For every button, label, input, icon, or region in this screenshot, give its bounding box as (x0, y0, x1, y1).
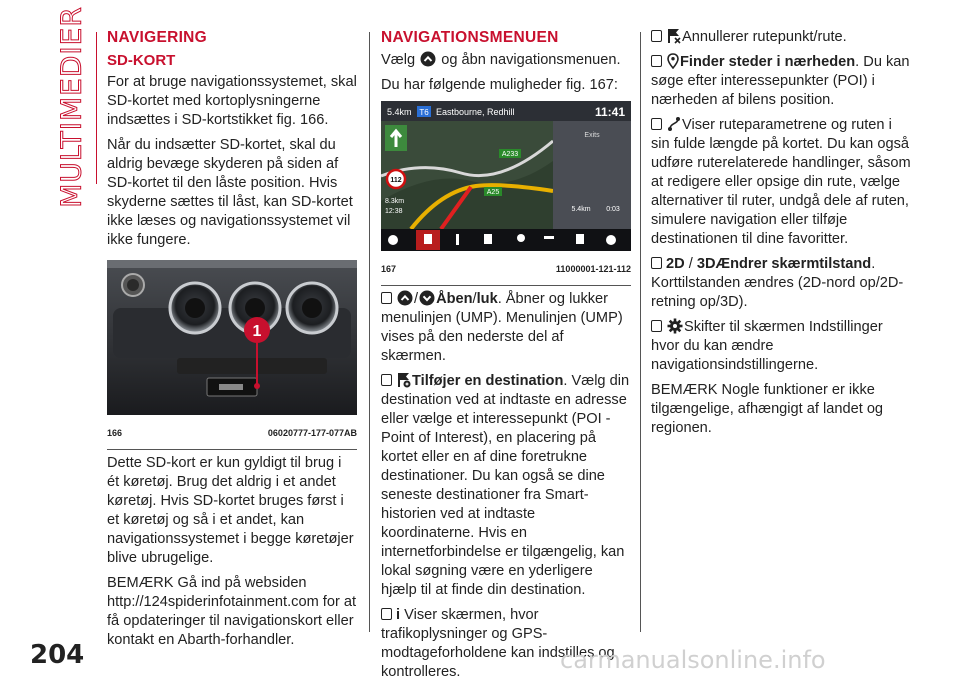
figure-caption (381, 260, 631, 286)
list-item: Skifter til skærmen Indstillinger hvor du kan ændre navigationsindstillingerne. (651, 319, 883, 373)
side-section-title: MULTIMEDIER (54, 6, 88, 208)
route-icon (667, 116, 681, 132)
column-1 (107, 28, 357, 656)
list-item: 2D / 3DÆndrer skærmtilstand. Korttilstanden ændres (2D-nord op/2D-retning op/3D). (651, 256, 904, 310)
column-divider-1 (369, 32, 370, 632)
checkbox-icon (651, 257, 662, 269)
list-item: / Åben/luk. Åbner og lukker menulinjen (UMP). Menulinjen (UMP) vises på den nederste del af skærmen. (381, 291, 623, 364)
cancel-route-flag-icon (667, 28, 681, 44)
add-destination-flag-icon (397, 372, 411, 388)
paragraph: Vælg og åbn navigationsmenuen. (381, 52, 621, 68)
checkbox-icon (381, 374, 392, 386)
callout-number: 1 (252, 323, 262, 340)
figure-caption (107, 424, 357, 450)
list-item: Annullerer rutepunkt/rute. (651, 28, 913, 47)
svg-text:0:03: 0:03 (606, 206, 620, 213)
page-number: 204 (30, 640, 85, 670)
svg-text:5.4km: 5.4km (571, 206, 591, 213)
paragraph: BEMÆRK Nogle funktioner er ikke tilgængelige, afhængigt af landet og regionen. (651, 382, 884, 436)
checkbox-icon (651, 55, 662, 67)
svg-text:Exits: Exits (584, 132, 600, 139)
column-3 (651, 28, 913, 444)
svg-text:8.3km: 8.3km (385, 198, 405, 205)
list-item: Viser ruteparametrene og ruten i sin fulde længde på kortet. Du kan også udføre ruterelaterede handlinger, såsom at redigere eller opsige din rute, vælge alternativer til ruter, undgå dele af ruten, simulere navigation eller tilføje destinationen til dine favoritter. (651, 117, 911, 247)
gear-icon (667, 318, 683, 334)
svg-text:12:38: 12:38 (385, 208, 403, 215)
figure-number: 167 (381, 264, 397, 274)
figure-number: 166 (107, 428, 123, 438)
checkbox-icon (651, 118, 662, 130)
subsection-heading: SD-KORT (107, 52, 176, 69)
checkbox-icon (651, 30, 662, 42)
svg-text:A25: A25 (486, 189, 500, 196)
paragraph: Dette SD-kort er kun gyldigt til brug i ét køretøj. Brug det aldrig i et andet køretøj. Hvis SD-kortet bruges først i et køretøj og så i et andet, kan navigationssystemet i begge køretøjer blive ubrugelige. (107, 455, 354, 566)
svg-text:A233: A233 (501, 151, 519, 158)
checkbox-icon (381, 608, 392, 620)
checkbox-icon (381, 292, 392, 304)
section-heading: NAVIGATIONSMENUEN (381, 29, 559, 46)
figure-code: 11000001-121-112 (555, 264, 631, 274)
location-pin-icon (667, 53, 679, 69)
side-rule (96, 32, 97, 184)
list-item: i Viser skærmen, hvor trafikoplysninger og GPS-modtageforholdene kan indstilles og kontrolleres. (381, 607, 615, 680)
list-item: Finder steder i nærheden. Du kan søge efter interessepunkter (POI) i nærheden af bilens position. (651, 54, 910, 108)
section-heading: NAVIGERING (107, 29, 208, 46)
paragraph: Når du indsætter SD-kortet, skal du aldrig bevæge skyderen på siden af SD-kortet til den låste position. Hvis skyderne sættes til låst, kan SD-kortet ikke læses og navigationssystemet vil ikke fungere. (107, 137, 353, 248)
svg-text:112: 112 (390, 177, 402, 184)
figure-167 (381, 101, 631, 286)
chevron-up-circle-icon (420, 51, 436, 67)
chevron-up-circle-icon (397, 290, 413, 306)
svg-text:11:41: 11:41 (594, 105, 625, 119)
paragraph: BEMÆRK Gå ind på websiden http://124spiderinfotainment.com for at få opdateringer til navigationskort eller kontakt en Abarth-forhandler. (107, 575, 357, 648)
navigation-screen (381, 101, 631, 251)
figure-code: 06020777-177-077AB (267, 428, 357, 438)
svg-text:5.4km: 5.4km (387, 107, 412, 117)
info-icon: i (396, 607, 401, 623)
list-item: Tilføjer en destination. Vælg din destination ved at indtaste en adresse eller vælge et interessepunkt (POI - Point of Interest), en placering på kortet eller en af dine foretrukne destinationer. Du kan også se dine seneste destinationer fra Smart-historien ved at indtaste koordinaterne. Hvis en internetforbindelse er tilgængelig, kan lokal søgning være en yderligere hjælp til at finde din destination. (381, 373, 630, 598)
watermark: carmanualsonline.info (560, 646, 826, 674)
column-2 (381, 28, 631, 688)
figure-166 (107, 260, 357, 450)
paragraph: For at bruge navigationssystemet, skal SD-kortet med kortoplysningerne indsættes i SD-kortstikket fig. 166. (107, 74, 357, 128)
checkbox-icon (651, 320, 662, 332)
svg-text:Eastbourne, Redhill: Eastbourne, Redhill (436, 107, 515, 117)
column-divider-2 (640, 32, 641, 632)
dashboard-photo (107, 260, 357, 415)
svg-text:T6: T6 (419, 108, 429, 117)
paragraph: Du har følgende muligheder fig. 167: (381, 77, 618, 93)
chevron-down-circle-icon (419, 290, 435, 306)
